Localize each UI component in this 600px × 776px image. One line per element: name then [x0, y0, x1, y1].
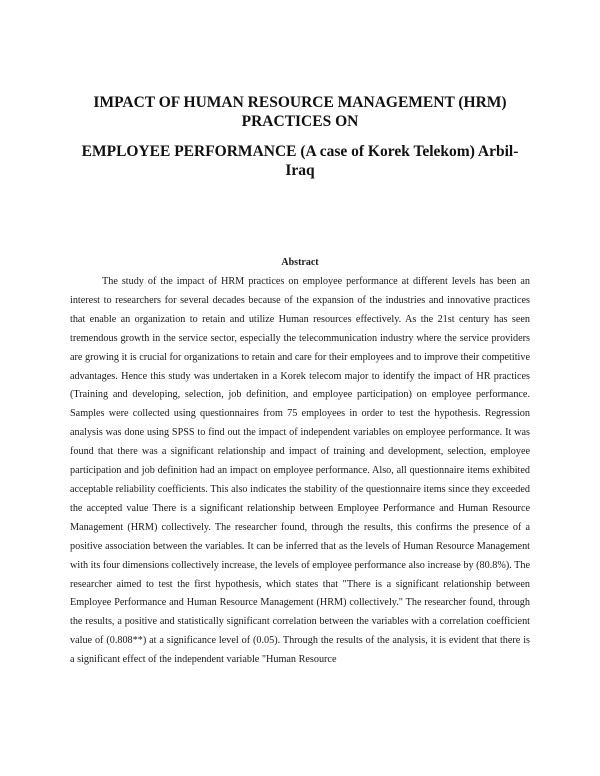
- abstract-text: The study of the impact of HRM practices on employee performance at different levels has been an interest to researchers for several decades because of the expansion of the industries and innovative practices that enable an organization to retain and utilize Human resources effectively. As the 21st century has seen tremendous growth in the service sector, especially the telecommunication industry where the service providers are growing it is crucial for organizations to retain and care for their employees and to improve their competitive advantages. Hence this study was undertaken in a Korek telecom major to identify the impact of HR practices (Training and developing, selection, job definition, and employee participation) on employee performance. Samples were collected using questionnaires from 75 employees in order to test the hypothesis. Regression analysis was done using SPSS to find out the impact of independent variables on employee performance. It was found that there was a significant relationship and impact of training and development, selection, employee participation and job definition had an impact on employee performance. Also, all questionnaire items exhibited acceptable reliability coefficients. This also indicates the stability of the questionnaire items since they exceeded the accepted value There is a significant relationship between Employee Performance and Human Resource Management (HRM) collectively. The researcher found, through the results, this confirms the presence of a positive association between the variables. It can be inferred that as the levels of Human Resource Management with its four dimensions collectively increase, the levels of employee performance also increase by (80.8%). The researcher aimed to test the first hypothesis, which states that "There is a significant relationship between Employee Performance and Human Resource Management (HRM) collectively." The researcher found, through the results, a positive and statistically significant correlation between the variables with a correlation coefficient value of (0.808**) at a significance level of (0.05). Through the results of the analysis, it is evident that there is a significant effect of the independent variable "Human Resource: [70, 276, 530, 666]
- title-line-4: Iraq: [285, 162, 315, 179]
- title-line-2: PRACTICES ON: [241, 113, 359, 130]
- title-line-1: IMPACT OF HUMAN RESOURCE MANAGEMENT (HRM): [93, 94, 507, 111]
- title-line-3: EMPLOYEE PERFORMANCE (A case of Korek Telekom) Arbil-: [81, 143, 519, 160]
- abstract-heading: Abstract: [281, 257, 319, 268]
- paper-title: [70, 93, 530, 180]
